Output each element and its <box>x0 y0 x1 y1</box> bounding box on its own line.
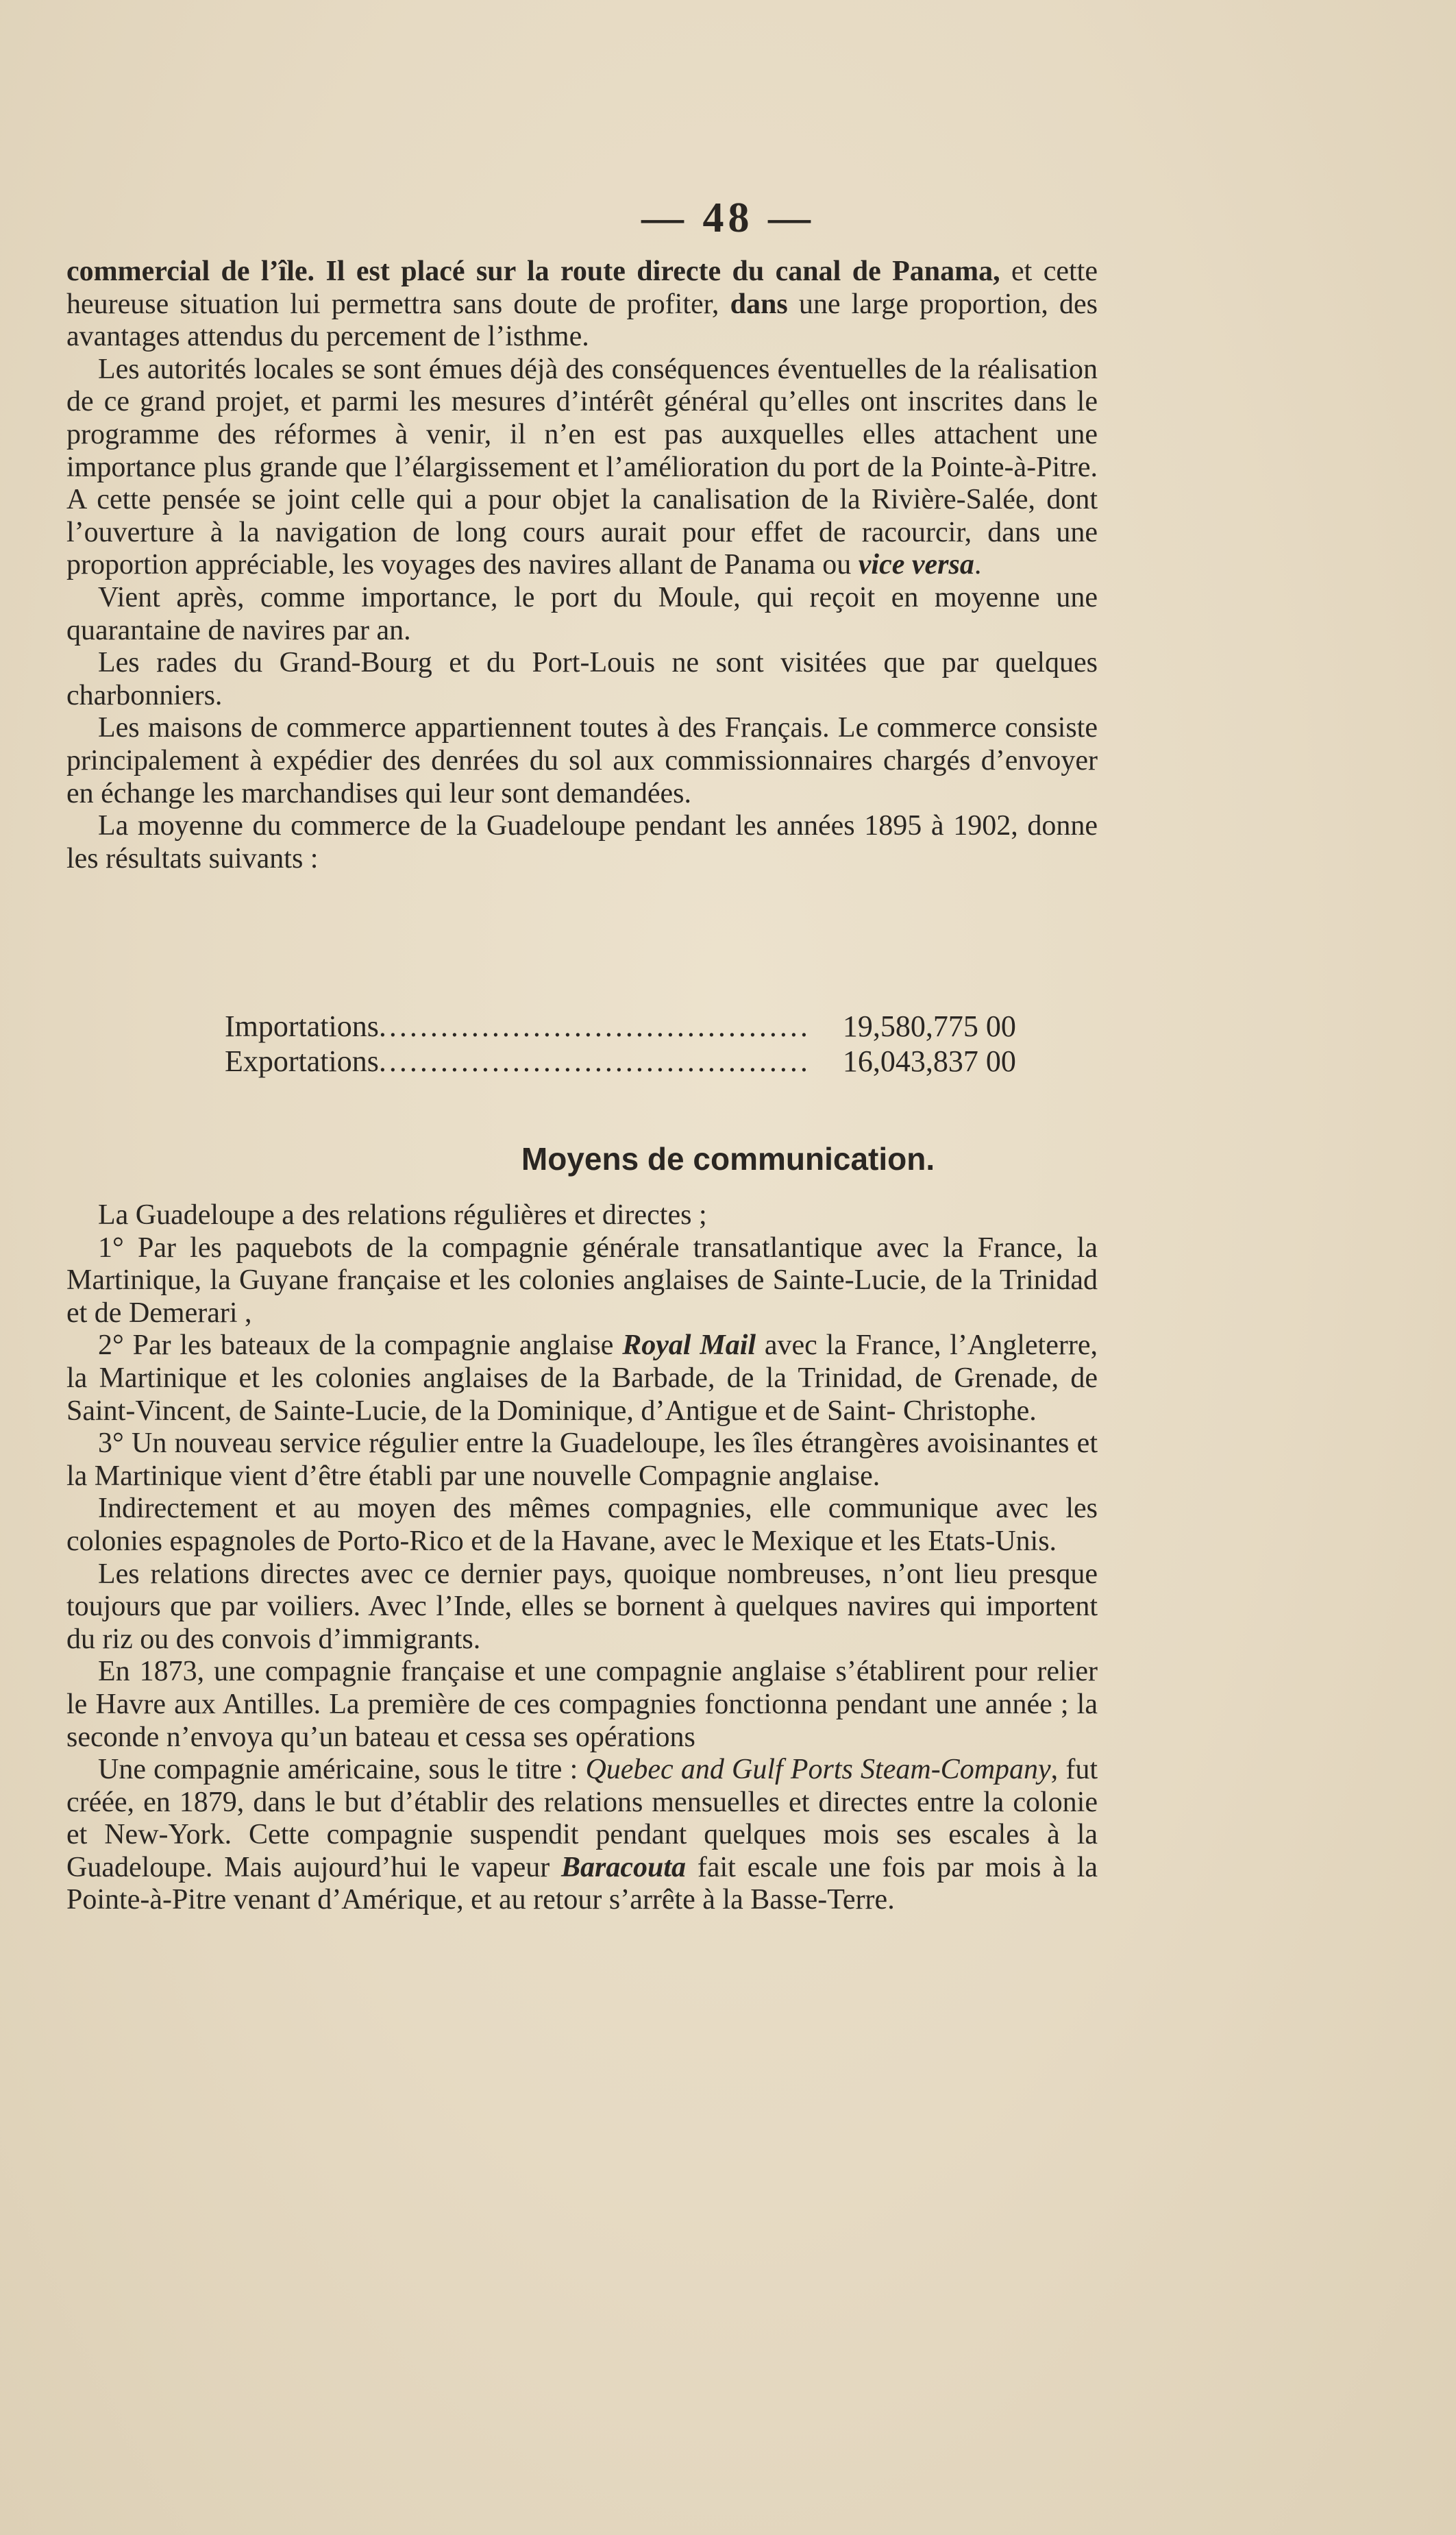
text-run: 3° Un nouveau service régulier entre la Guadeloupe, les îles étrangères avoisinantes et la Martinique vient d’être établi par une nouvelle Compagnie anglaise. <box>66 1428 1098 1492</box>
text-run: Les relations directes avec ce dernier pays, quoique nombreuses, n’ont lieu presque toujours que par voiliers. Avec l’Inde, elles se bornent à quelques navires qui importent du riz ou des convois d’immigrants. <box>66 1558 1098 1655</box>
text-run: La moyenne du commerce de la Guadeloupe pendant les années 1895 à 1902, donne les résultats suivants : <box>66 810 1098 874</box>
text-run: 2° Par les bateaux de la compagnie anglaise <box>98 1330 623 1362</box>
paragraph <box>66 1493 1098 1558</box>
text-run: 1° Par les paquebots de la compagnie générale transatlantique avec la France, la Martinique, la Guyane française et les colonies anglaises de Sainte-Lucie, de la Trinidad et de Demerari , <box>66 1232 1098 1329</box>
section-heading: Moyens de communication. <box>521 1141 935 1177</box>
text-run: , fut créée, en 1879, dans le but d’établir des relations mensuelles et directes entre la colonie et New-York. Cette compagnie suspendit pendant quelques mois ses escales à la Guadeloupe. Mais aujourd’hui le vapeur <box>66 1754 1098 1883</box>
text-run: Une compagnie américaine, sous le titre : <box>98 1754 586 1786</box>
text-run: Les autorités locales se sont émues déjà des conséquences éventuelles de la réalisation de ce grand projet, et parmi les mesures d’intérêt général qu’elles ont inscrites dans le programme des réformes à venir, il n’en est pas auxquelles elles attachent une importance plus grande que l’élargissement et l’amélioration du port de la Pointe-à-Pitre. A cette pensée se joint celle qui a pour objet la canalisation de la Rivière-Salée, dont l’ouverture à la navigation de long cours aurait pour effet de racourcir, dans une proportion appréciable, les voyages des navires allant de Panama ou <box>66 353 1098 581</box>
text-run: et cette heureuse situation lui permettra sans doute de profiter, <box>66 256 1098 320</box>
text-run: Royal Mail <box>622 1330 756 1362</box>
text-run: Baracouta <box>561 1851 687 1883</box>
paragraph <box>66 354 1098 582</box>
text-run: Vient après, comme importance, le port du Moule, qui reçoit en moyenne une quarantaine de navires par an. <box>66 581 1098 646</box>
leader-dots: .......................................... <box>378 1009 811 1043</box>
figure-label: Importations <box>225 1009 379 1043</box>
text-run: fait escale une fois par mois à la Pointe-à-Pitre venant d’Amérique, et au retour s’arrête à la Basse-Terre. <box>66 1851 1098 1916</box>
paragraph <box>66 647 1098 712</box>
text-run: Les rades du Grand-Bourg et du Port-Louis ne sont visitées que par quelques charbonniers. <box>66 647 1098 711</box>
text-run: avec la France, l’Angleterre, la Martinique et les colonies anglaises de la Barbade, de la Trinidad, de Grenade, de Saint-Vincent, de Sainte-Lucie, de la Dominique, d’Antigue et de Saint- Christophe. <box>66 1330 1098 1427</box>
figure-row-exports <box>225 1044 1016 1079</box>
text-run: une large proportion, des avantages attendus du percement de l’isthme. <box>66 288 1098 353</box>
text-run: commercial de l’île. Il est placé sur la route directe du canal de Panama, <box>66 256 1000 287</box>
commerce-figures <box>225 1009 1016 1079</box>
text-run: Quebec and Gulf Ports Steam-Company <box>585 1754 1051 1786</box>
text-run: . <box>974 549 982 581</box>
paragraph <box>66 1428 1098 1493</box>
text-run: Les maisons de commerce appartiennent toutes à des Français. Le commerce consiste principalement à expédier des denrées du sol aux commissionnaires chargés d’envoyer en échange les marchandises qui leur sont demandées. <box>66 712 1098 809</box>
bottom-text-block <box>66 1199 1098 1917</box>
text-run: vice versa <box>858 549 974 581</box>
text-run: La Guadeloupe a des relations régulières et directes ; <box>98 1199 707 1231</box>
paragraph <box>66 1558 1098 1656</box>
paragraph <box>66 1199 1098 1232</box>
top-text-block <box>66 256 1098 875</box>
page-number: — 48 — <box>641 195 815 241</box>
paragraph <box>66 1330 1098 1428</box>
figure-value: 16,043,837 00 <box>842 1044 1016 1078</box>
figure-row-imports <box>225 1009 1016 1044</box>
paragraph <box>66 582 1098 647</box>
text-run: En 1873, une compagnie française et une compagnie anglaise s’établirent pour relier le Havre aux Antilles. La première de ces compagnies fonctionna pendant une année ; la seconde n’envoya qu’un bateau et cessa ses opérations <box>66 1656 1098 1753</box>
paragraph <box>66 1754 1098 1917</box>
text-run: dans <box>730 288 788 320</box>
paragraph <box>66 712 1098 810</box>
paragraph <box>66 810 1098 875</box>
figure-value: 19,580,775 00 <box>842 1009 1016 1043</box>
paragraph <box>66 1656 1098 1754</box>
figure-label: Exportations <box>225 1044 379 1078</box>
paragraph <box>66 256 1098 354</box>
text-run: Indirectement et au moyen des mêmes compagnies, elle communique avec les colonies espagnoles de Porto-Rico et de la Havane, avec le Mexique et les Etats-Unis. <box>66 1493 1098 1557</box>
leader-dots: .......................................... <box>378 1044 811 1078</box>
paragraph <box>66 1232 1098 1330</box>
